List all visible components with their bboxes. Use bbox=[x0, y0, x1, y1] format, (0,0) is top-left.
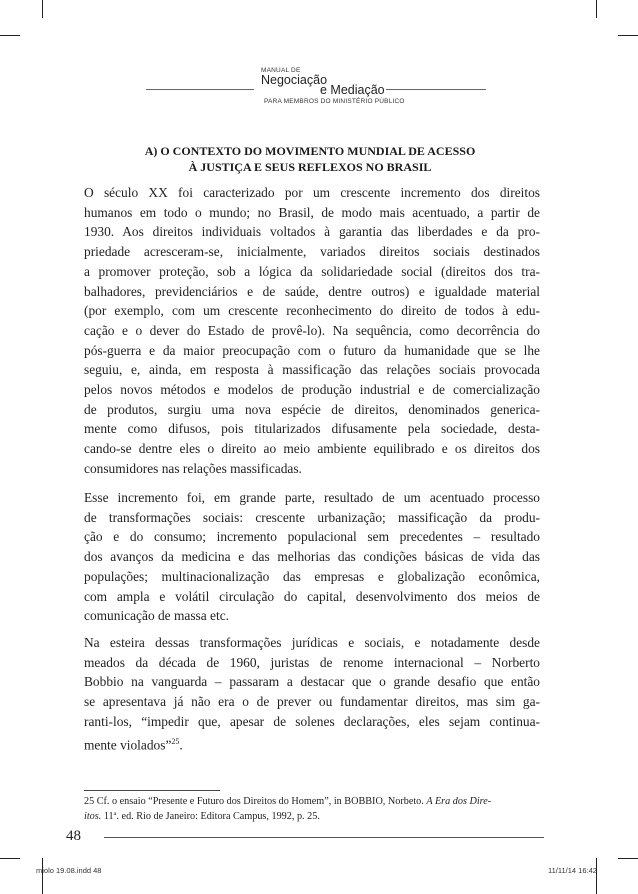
sentence-end: . bbox=[179, 736, 183, 752]
text-line: meados da década de 1960, juristas de renome internacional – Norberto bbox=[84, 654, 540, 670]
crop-mark bbox=[0, 35, 20, 36]
text-line: balhadores, previdenciários e de saúde, dentre outros) e igualdade material bbox=[84, 283, 540, 299]
text-line: se apresentava já não era o de prever ou fundamentar direitos, mas sim ga- bbox=[84, 694, 540, 710]
footnote-ref[interactable]: 25 bbox=[171, 736, 180, 746]
paragraph-3 bbox=[84, 633, 540, 755]
footnote-text: 25 Cf. o ensaio “Presente e Futuro dos Direitos do Homem”, in BOBBIO, Norbeto. bbox=[84, 796, 427, 807]
header-title-2: e Mediação bbox=[320, 83, 385, 97]
text-line: seguiu, e, ainda, em resposta à massificação das relações sociais provocada bbox=[84, 362, 540, 378]
slug-right: 11/11/14 16:42 bbox=[548, 866, 597, 875]
footnote-text: 11ª. ed. Rio de Janeiro: Editora Campus, 1992, p. 25. bbox=[101, 811, 320, 822]
text-line: pós-guerra e da maior preocupação com o futuro da humanidade que se lhe bbox=[84, 342, 540, 358]
header-rule-left bbox=[146, 89, 254, 90]
text-line: Esse incremento foi, em grande parte, resultado de um acentuado processo bbox=[84, 490, 540, 505]
text-line bbox=[84, 732, 540, 755]
header-title-1: Negociação bbox=[261, 73, 328, 87]
text-line: pelos novos métodos e modelos de produção industrial e de comercialização bbox=[84, 382, 540, 398]
text-line-content: mente violados” bbox=[84, 736, 172, 752]
text-line: ção e do consumo; incremento populacional sem precedentes – resultado bbox=[84, 529, 540, 545]
header-subtitle: PARA MEMBROS DO MINISTÉRIO PÚBLICO bbox=[264, 98, 405, 105]
text-line: humanos em todo o mundo; no Brasil, de modo mais acentuado, a partir de bbox=[84, 204, 540, 220]
footnote-line-1 bbox=[84, 794, 540, 809]
header-rule-right bbox=[386, 89, 486, 90]
crop-mark bbox=[618, 35, 638, 36]
text-line: comunicação de massa etc. bbox=[84, 608, 229, 624]
text-line: Na esteira dessas transformações jurídicas e sociais, e notadamente desde bbox=[84, 635, 540, 650]
text-line: O século XX foi caracterizado por um crescente incremento dos direitos bbox=[84, 185, 540, 200]
section-title bbox=[60, 143, 560, 175]
text-line: cação e o dever do Estado de provê-lo). Na sequência, como decorrência do bbox=[84, 322, 540, 338]
header-small-top: MANUAL DE bbox=[261, 67, 301, 74]
section-title-line1: A) O CONTEXTO DO MOVIMENTO MUNDIAL DE ACESSO bbox=[144, 144, 476, 158]
footnote-line-2 bbox=[84, 809, 540, 824]
page-number-rule bbox=[104, 837, 544, 838]
page-number: 48 bbox=[66, 828, 81, 844]
slug-left: miolo 19.08.indd 48 bbox=[36, 866, 102, 875]
text-line: a promover proteção, sob a lógica da solidariedade social (direitos dos tra- bbox=[84, 263, 540, 279]
footnote-book-title: A Era dos Dire- bbox=[426, 796, 492, 807]
text-line: de transformações sociais: crescente urbanização; massificação da produ- bbox=[84, 509, 540, 525]
crop-mark bbox=[42, 0, 43, 18]
crop-mark bbox=[0, 858, 20, 859]
crop-mark bbox=[596, 858, 597, 894]
text-line: priedade acresceram-se, inicialmente, variados direitos sociais destinados bbox=[84, 244, 540, 260]
text-line: de produtos, surgiu uma nova espécie de direitos, denominados generica- bbox=[84, 401, 540, 417]
text-line: (por exemplo, com um crescente reconhecimento do direito de todos à edu- bbox=[84, 303, 540, 319]
crop-mark bbox=[596, 0, 597, 18]
crop-mark bbox=[618, 858, 638, 859]
text-line: consumidores nas relações massificadas. bbox=[84, 460, 302, 476]
text-line: cando-se dentre eles o direito ao meio ambiente equilibrado e os direitos dos bbox=[84, 441, 540, 457]
text-line: Bobbio na vanguarda – passaram a destacar que o grande desafio que então bbox=[84, 674, 540, 690]
footnote-rule bbox=[84, 790, 220, 791]
text-line: ranti-los, “impedir que, apesar de solenes declarações, eles sejam continua- bbox=[84, 713, 540, 729]
text-line: populações; multinacionalização das empresas e globalização econômica, bbox=[84, 568, 540, 584]
text-line: mente como difusos, pois titularizados difusamente pela sociedade, desta- bbox=[84, 421, 540, 437]
text-line: 1930. Aos direitos individuais voltados à garantia das liberdades e da pro- bbox=[84, 224, 540, 240]
footnote-book-title-end: itos. bbox=[84, 811, 102, 822]
text-line: dos avanços da medicina e das melhorias das condições básicas de vida das bbox=[84, 549, 540, 565]
paragraph-2 bbox=[84, 488, 540, 626]
text-line: com ampla e volátil circulação do capital, desenvolvimento dos meios de bbox=[84, 588, 540, 604]
section-title-line2: À JUSTIÇA E SEUS REFLEXOS NO BRASIL bbox=[188, 160, 432, 174]
footnote bbox=[84, 794, 540, 824]
paragraph-1 bbox=[84, 183, 540, 479]
crop-mark bbox=[42, 858, 43, 894]
